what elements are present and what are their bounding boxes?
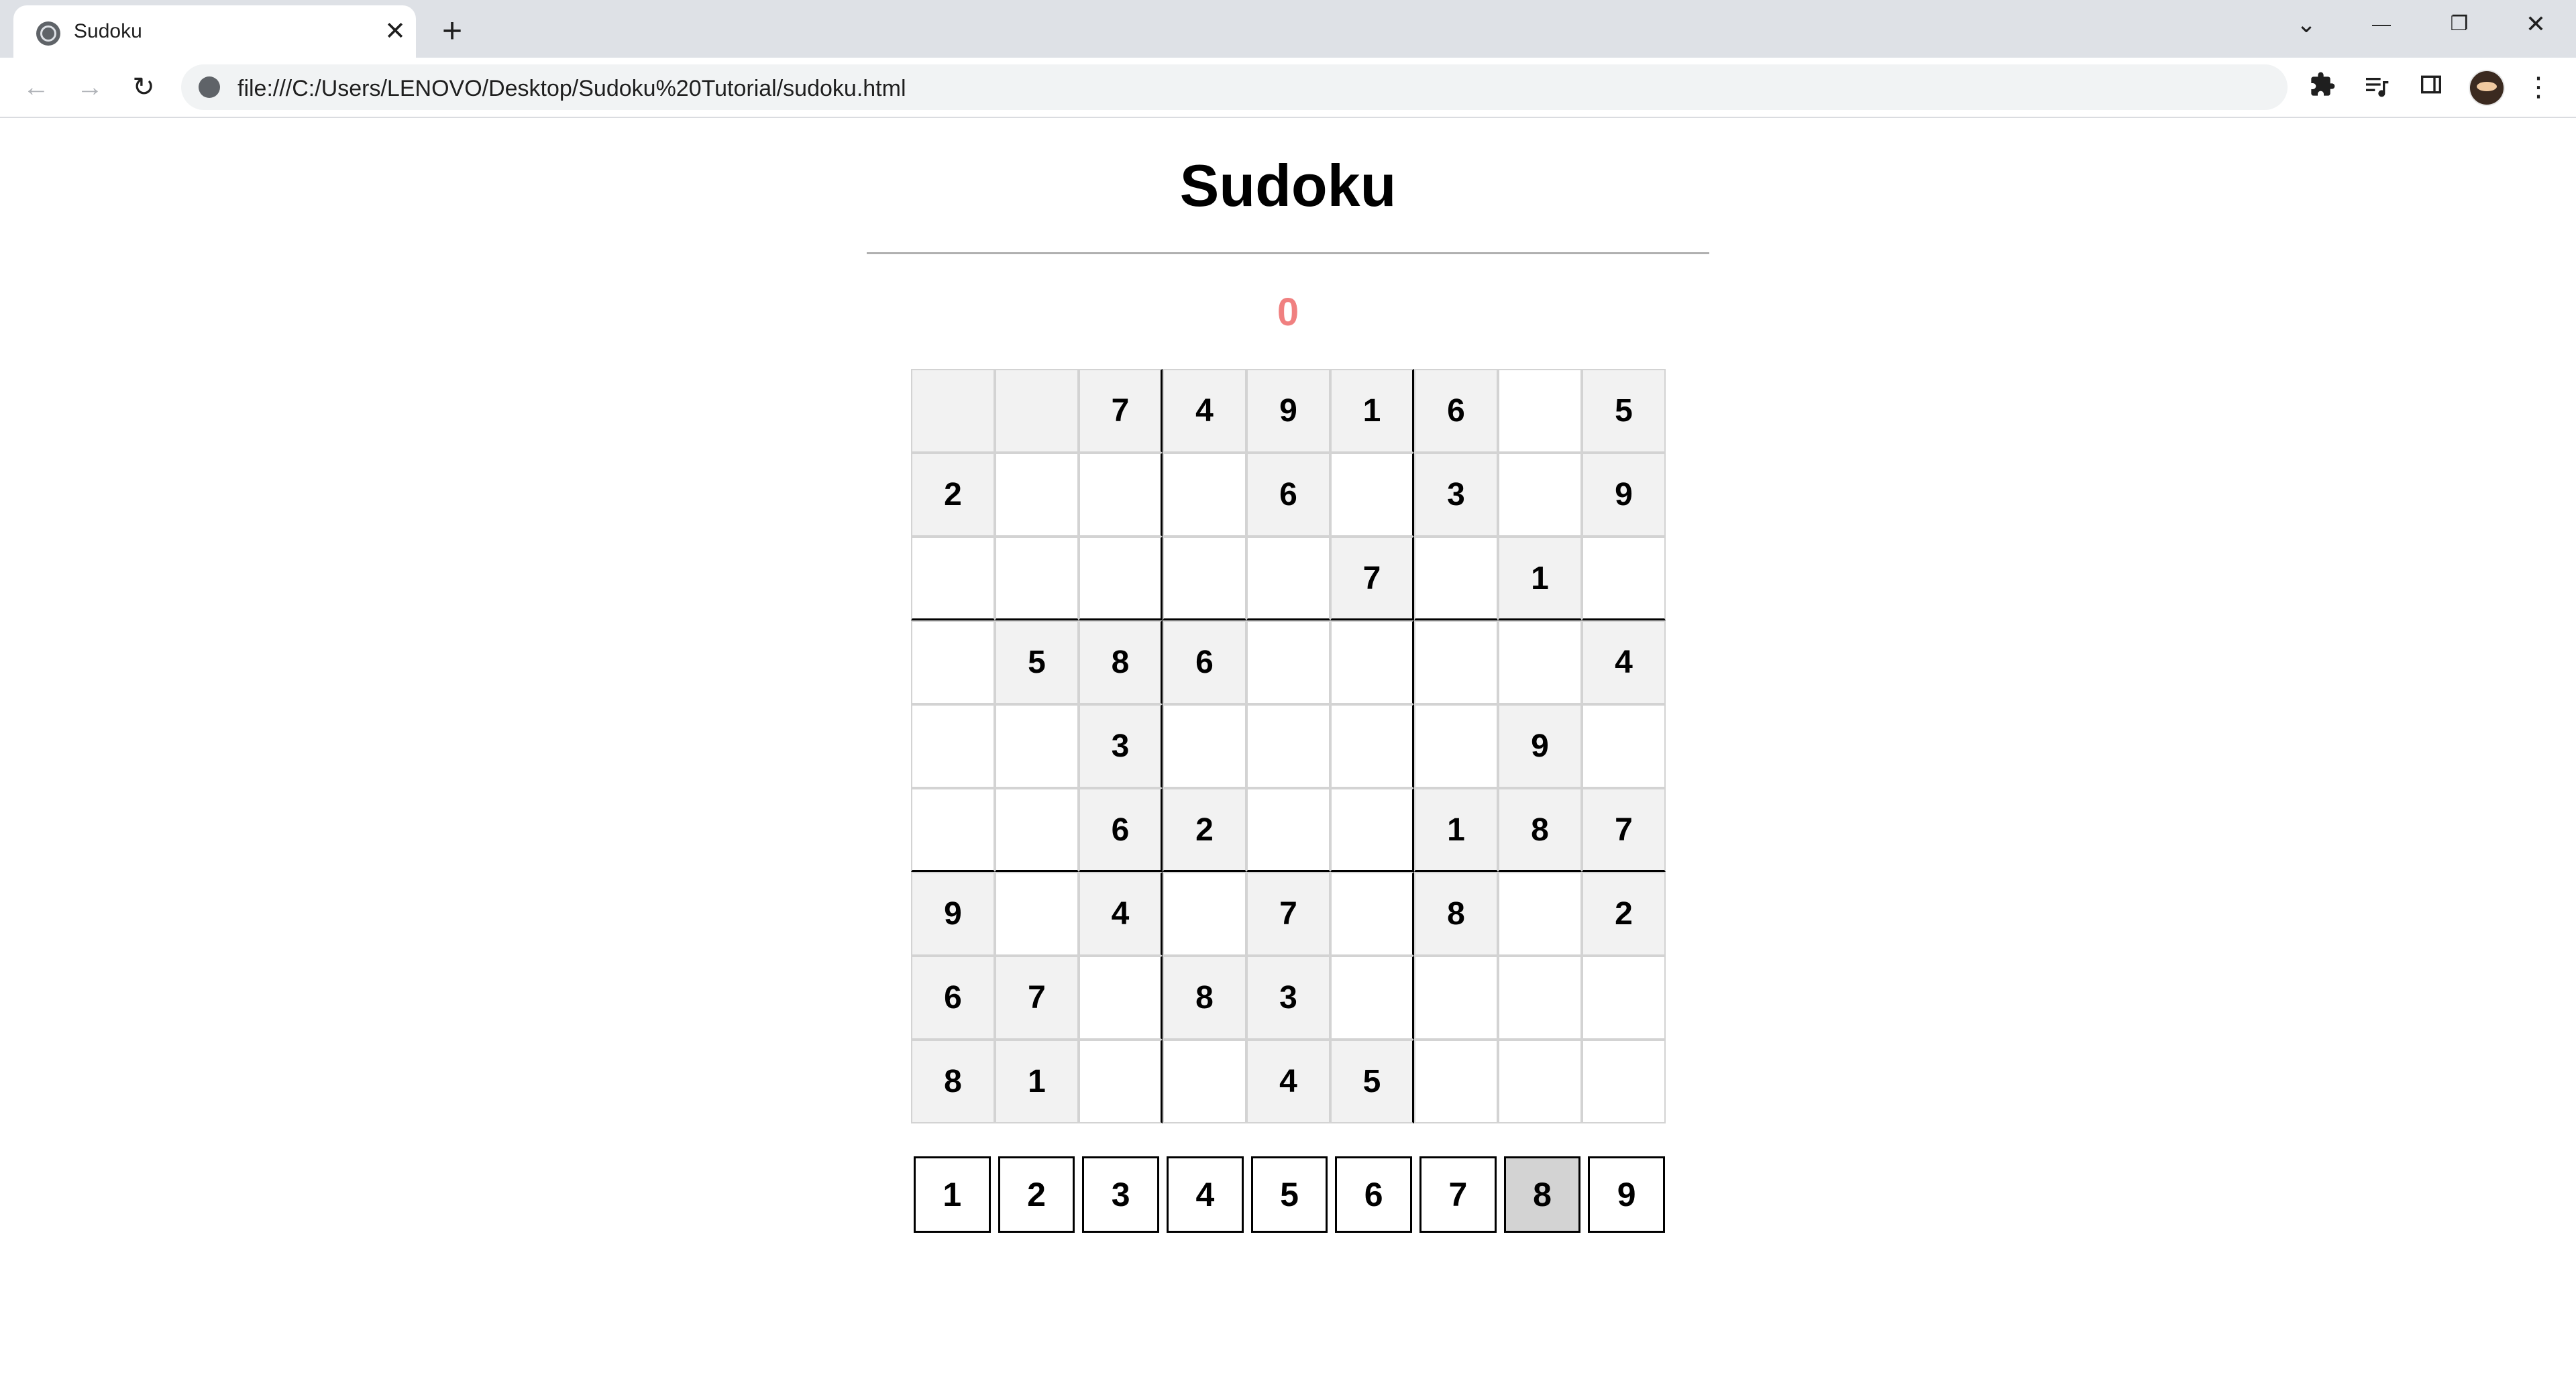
restore-button[interactable]: ❐ (2450, 13, 2469, 35)
sudoku-cell[interactable] (1163, 537, 1246, 620)
sudoku-cell[interactable] (1498, 369, 1582, 453)
sudoku-cell[interactable] (1079, 956, 1163, 1040)
sudoku-cell[interactable] (1498, 1040, 1582, 1123)
sudoku-cell[interactable]: 8 (1163, 956, 1246, 1040)
extensions-icon[interactable] (2306, 71, 2339, 103)
sudoku-cell[interactable] (1582, 537, 1666, 620)
digit-button-9[interactable]: 9 (1588, 1156, 1665, 1233)
sudoku-cell[interactable] (1330, 872, 1414, 956)
forward-arrow-icon[interactable]: → (76, 72, 103, 102)
new-tab-button[interactable]: + (441, 11, 463, 50)
tab-search-icon[interactable]: ⌄ (2296, 10, 2317, 38)
sudoku-cell[interactable]: 5 (1330, 1040, 1414, 1123)
sudoku-cell[interactable]: 6 (1246, 453, 1330, 537)
sudoku-cell[interactable]: 1 (1330, 369, 1414, 453)
sudoku-board (911, 369, 1666, 1123)
sudoku-cell[interactable] (1246, 788, 1330, 872)
sudoku-cell[interactable] (1163, 704, 1246, 788)
sudoku-cell[interactable] (1414, 1040, 1498, 1123)
sudoku-cell[interactable] (1414, 620, 1498, 704)
back-arrow-icon[interactable]: ← (23, 72, 50, 102)
sudoku-cell[interactable]: 3 (1246, 956, 1330, 1040)
sudoku-cell[interactable] (1498, 872, 1582, 956)
digit-button-3[interactable]: 3 (1082, 1156, 1159, 1233)
close-window-button[interactable]: ✕ (2525, 10, 2546, 38)
menu-icon[interactable]: ⋮ (2525, 72, 2552, 102)
sudoku-cell[interactable]: 3 (1414, 453, 1498, 537)
url-text[interactable]: file:///C:/Users/LENOVO/Desktop/Sudoku%20Tutorial/sudoku.html (237, 76, 906, 101)
sudoku-cell[interactable]: 6 (1414, 369, 1498, 453)
digit-button-2[interactable]: 2 (998, 1156, 1075, 1233)
reading-list-icon[interactable] (2360, 71, 2392, 103)
sudoku-cell[interactable]: 9 (1246, 369, 1330, 453)
sudoku-cell[interactable]: 3 (1079, 704, 1163, 788)
sudoku-cell[interactable]: 4 (1079, 872, 1163, 956)
sudoku-cell[interactable]: 9 (1498, 704, 1582, 788)
address-bar[interactable] (181, 64, 2288, 110)
sudoku-cell[interactable] (1582, 704, 1666, 788)
tab-close-icon[interactable]: ✕ (384, 17, 406, 46)
sudoku-cell[interactable] (911, 704, 995, 788)
browser-tab-sudoku[interactable] (13, 5, 416, 58)
digit-button-1[interactable]: 1 (914, 1156, 991, 1233)
tab-title: Sudoku (74, 20, 142, 42)
page-title: Sudoku (1179, 152, 1397, 219)
sudoku-cell[interactable] (911, 620, 995, 704)
sudoku-cell[interactable] (1414, 704, 1498, 788)
sudoku-cell[interactable] (1330, 788, 1414, 872)
globe-icon (36, 21, 60, 46)
sudoku-cell[interactable] (1079, 537, 1163, 620)
sudoku-cell[interactable] (911, 788, 995, 872)
sudoku-cell[interactable]: 2 (911, 453, 995, 537)
digit-palette (914, 1156, 1665, 1233)
digit-button-6[interactable]: 6 (1335, 1156, 1412, 1233)
sudoku-cell[interactable] (1582, 956, 1666, 1040)
sudoku-cell[interactable] (1414, 537, 1498, 620)
sudoku-cell[interactable] (995, 453, 1079, 537)
sudoku-cell[interactable] (1498, 956, 1582, 1040)
sudoku-cell[interactable] (1246, 620, 1330, 704)
sudoku-cell[interactable]: 6 (1163, 620, 1246, 704)
digit-button-7[interactable]: 7 (1419, 1156, 1497, 1233)
sudoku-cell[interactable]: 2 (1582, 872, 1666, 956)
sudoku-cell[interactable] (995, 537, 1079, 620)
site-info-icon[interactable] (199, 76, 220, 98)
sudoku-cell[interactable] (1498, 453, 1582, 537)
sudoku-cell[interactable] (1330, 704, 1414, 788)
sudoku-cell[interactable]: 1 (995, 1040, 1079, 1123)
sudoku-cell[interactable]: 1 (1498, 537, 1582, 620)
sudoku-cell[interactable]: 5 (1582, 369, 1666, 453)
sudoku-cell[interactable] (1079, 1040, 1163, 1123)
sudoku-cell[interactable] (1246, 537, 1330, 620)
sudoku-cell[interactable] (1414, 956, 1498, 1040)
sudoku-cell[interactable] (1330, 620, 1414, 704)
divider (867, 252, 1709, 254)
sudoku-cell[interactable]: 6 (1079, 788, 1163, 872)
sudoku-cell[interactable]: 9 (1582, 453, 1666, 537)
sudoku-cell[interactable]: 8 (1498, 788, 1582, 872)
sudoku-cell[interactable] (1498, 620, 1582, 704)
sudoku-cell[interactable] (1330, 956, 1414, 1040)
sudoku-cell[interactable]: 7 (1582, 788, 1666, 872)
digit-button-4[interactable]: 4 (1167, 1156, 1244, 1233)
digit-button-8[interactable]: 8 (1504, 1156, 1581, 1233)
sudoku-cell[interactable]: 8 (1079, 620, 1163, 704)
sudoku-cell[interactable]: 4 (1163, 369, 1246, 453)
sudoku-cell[interactable] (995, 872, 1079, 956)
sudoku-cell[interactable] (911, 369, 995, 453)
sudoku-cell[interactable] (911, 537, 995, 620)
sudoku-cell[interactable]: 8 (911, 1040, 995, 1123)
sudoku-cell[interactable] (1163, 453, 1246, 537)
sudoku-cell[interactable]: 7 (1246, 872, 1330, 956)
sudoku-cell[interactable] (1163, 1040, 1246, 1123)
error-counter: 0 (1277, 290, 1299, 334)
sudoku-cell[interactable] (995, 704, 1079, 788)
digit-button-5[interactable]: 5 (1251, 1156, 1328, 1233)
sudoku-cell[interactable] (1079, 453, 1163, 537)
sudoku-cell[interactable]: 6 (911, 956, 995, 1040)
browser-tab-strip (0, 0, 2576, 58)
sudoku-cell[interactable] (995, 369, 1079, 453)
sudoku-cell[interactable]: 2 (1163, 788, 1246, 872)
sudoku-cell[interactable] (1582, 1040, 1666, 1123)
sudoku-cell[interactable]: 1 (1414, 788, 1498, 872)
sudoku-cell[interactable]: 4 (1246, 1040, 1330, 1123)
sudoku-cell[interactable]: 7 (995, 956, 1079, 1040)
sudoku-cell[interactable]: 7 (1079, 369, 1163, 453)
sudoku-cell[interactable]: 5 (995, 620, 1079, 704)
sudoku-cell[interactable]: 4 (1582, 620, 1666, 704)
sudoku-cell[interactable]: 9 (911, 872, 995, 956)
sudoku-cell[interactable] (1246, 704, 1330, 788)
sudoku-cell[interactable]: 8 (1414, 872, 1498, 956)
sudoku-cell[interactable] (1163, 872, 1246, 956)
sudoku-cell[interactable]: 7 (1330, 537, 1414, 620)
profile-avatar[interactable] (2469, 70, 2505, 106)
browser-toolbar (0, 58, 2576, 118)
minimize-button[interactable]: — (2372, 13, 2391, 34)
sudoku-cell[interactable] (1330, 453, 1414, 537)
sudoku-cell[interactable] (995, 788, 1079, 872)
side-panel-icon[interactable] (2415, 71, 2447, 103)
reload-icon[interactable]: ↻ (132, 72, 155, 102)
